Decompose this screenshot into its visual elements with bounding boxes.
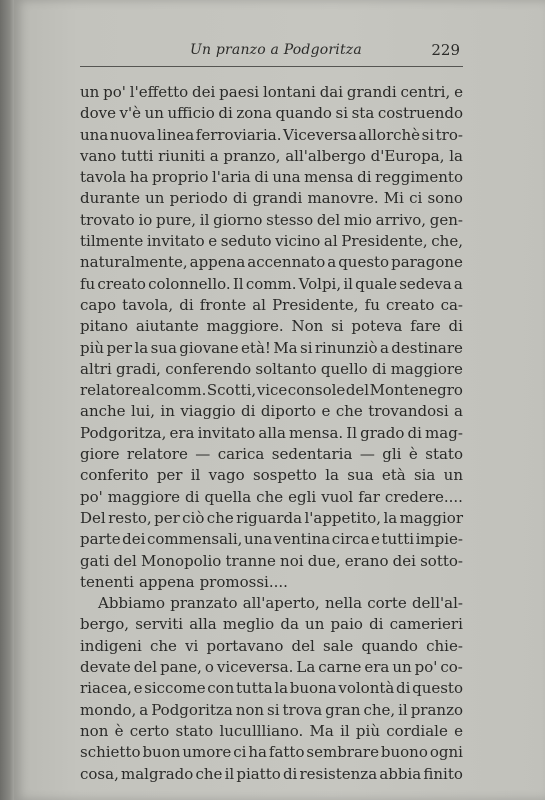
text-line: trovato io pure, il giorno stesso del mio arrivo, gen- — [80, 210, 463, 229]
paragraph — [80, 593, 463, 785]
text-line: relatore al comm. Scotti, vice console del Montenegro — [80, 381, 463, 400]
text-line: parte dei commensali, una ventina circa e tutti impie- — [80, 530, 463, 549]
text-line: anche lui, in viaggio di diporto e che trovandosi a — [80, 402, 463, 421]
header-rule — [80, 66, 463, 67]
text-line: una nuova linea ferroviaria. Viceversa allorchè si tro- — [80, 125, 463, 144]
text-line: cosa, malgrado che il piatto di resistenza abbia finito — [80, 764, 463, 783]
text-line: durante un periodo di grandi manovre. Mi ci sono — [80, 189, 463, 208]
text-line: tavola ha proprio l'aria di una mensa di reggimento — [80, 168, 463, 187]
page-header — [80, 42, 460, 64]
text-line: fu creato colonnello. Il comm. Volpi, il quale sedeva a — [80, 274, 463, 293]
text-line: dove v'è un ufficio di zona quando si sta costruendo — [80, 104, 463, 123]
running-title: Un pranzo a Podgoritza — [190, 42, 362, 58]
text-line: pitano aiutante maggiore. Non si poteva fare di — [80, 317, 463, 336]
text-line: conferito per il vago sospetto la sua età sia un — [80, 466, 463, 485]
text-line: riacea, e siccome con tutta la buona volontà di questo — [80, 679, 463, 698]
book-gutter — [0, 0, 14, 800]
text-line: altri gradi, conferendo soltanto quello di maggiore — [80, 359, 463, 378]
text-line: gati del Monopolio tranne noi due, erano dei sotto- — [80, 551, 463, 570]
text-line: indigeni che vi portavano del sale quando chie- — [80, 636, 463, 655]
text-line: più per la sua giovane età! Ma si rinunziò a destinare — [80, 338, 463, 357]
text-line: Abbiamo pranzato all'aperto, nella corte dell'al- — [98, 594, 463, 613]
text-line: giore relatore — carica sedentaria — gli è stato — [80, 445, 463, 464]
text-line: po' maggiore di quella che egli vuol far credere.... — [80, 487, 463, 506]
body-text — [80, 82, 463, 785]
text-line: vano tutti riuniti a pranzo, all'albergo d'Europa, la — [80, 146, 463, 165]
paragraph — [80, 82, 463, 593]
text-line: bergo, serviti alla meglio da un paio di camerieri — [80, 615, 463, 634]
text-line: non è certo stato lucullliano. Ma il più cordiale e — [80, 721, 463, 740]
text-line: mondo, a Podgoritza non si trova gran che, il pranzo — [80, 700, 463, 719]
text-line: schietto buon umore ci ha fatto sembrare buono ogni — [80, 743, 463, 762]
text-line: devate del pane, o viceversa. La carne era un po' co- — [80, 658, 463, 677]
text-line: naturalmente, appena accennato a questo paragone — [80, 253, 463, 272]
text-line: Podgoritza, era invitato alla mensa. Il grado di mag- — [80, 423, 463, 442]
text-line: un po' l'effetto dei paesi lontani dai grandi centri, e — [80, 83, 463, 101]
text-line: tenenti appena promossi.... — [80, 572, 288, 591]
page-number: 229 — [431, 41, 460, 59]
text-line: Del resto, per ciò che riguarda l'appetito, la maggior — [80, 508, 463, 527]
text-line: tilmente invitato e seduto vicino al Presidente, che, — [80, 232, 463, 251]
text-line: capo tavola, di fronte al Presidente, fu creato ca- — [80, 295, 463, 314]
